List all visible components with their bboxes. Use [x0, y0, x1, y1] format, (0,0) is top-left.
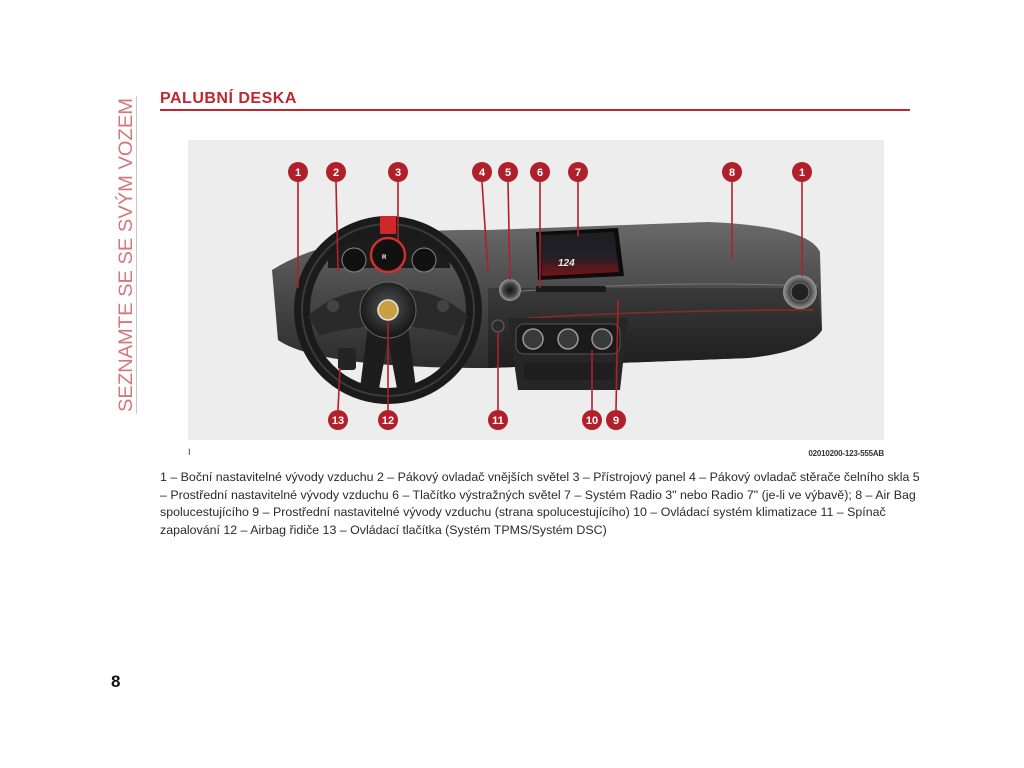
callout-10-label: 10 — [585, 415, 599, 427]
chapter-side-title-text: SEZNAMTE SE SE SVÝM VOZEM — [115, 107, 137, 412]
ignition-switch — [492, 320, 504, 332]
callout-5-label: 5 — [504, 167, 512, 179]
callout-13-label: 13 — [331, 415, 345, 427]
callout-2 — [326, 162, 346, 182]
figure-marker: I — [188, 447, 191, 457]
callout-10 — [582, 410, 602, 430]
center-console — [508, 318, 628, 390]
title-underline — [160, 109, 910, 111]
callout-3-label: 3 — [394, 167, 402, 179]
callout-7 — [568, 162, 588, 182]
side-divider — [136, 96, 137, 414]
callout-6 — [530, 162, 550, 182]
callout-4 — [472, 162, 492, 182]
callout-4-label: 4 — [478, 167, 486, 179]
callout-1-left-label: 1 — [294, 167, 302, 179]
figure-code: 02010200-123-555AB — [808, 449, 884, 458]
figure-caption: 1 – Boční nastavitelné vývody vzduchu 2 – Pákový ovladač vnějších světel 3 – Přístrojový panel 4 – Pákový ovladač stěrače čelního skla 5 – Prostřední nastavitelné vývody vzduchu 6 – Tlačítko výstražných světel 7 – Systém Radio 3" nebo Radio 7" (je-li ve výbavě); 8 – Air Bag spolucestujícího 9 – Prostřední nastavitelné vývody vzduchu (strana spolucestujícího) 10 – Ovládací systém klimatizace 11 – Spínač zapalování 12 – Airbag řidiče 13 – Ovládací tlačítka (Systém TPMS/Systém DSC) — [160, 470, 920, 537]
tpms-dsc-buttons — [338, 348, 356, 370]
callout-1-right — [792, 162, 812, 182]
climate-knob-right — [592, 329, 612, 349]
page-number: 8 — [111, 672, 121, 691]
rev-gauge — [371, 238, 405, 272]
callout-1-left — [288, 162, 308, 182]
callout-8-label: 8 — [728, 167, 736, 179]
callout-8 — [722, 162, 742, 182]
callout-9 — [606, 410, 626, 430]
callout-5 — [498, 162, 518, 182]
climate-knob-left — [523, 329, 543, 349]
abarth-badge — [378, 300, 398, 320]
callout-1-right-label: 1 — [798, 167, 806, 179]
callout-6-label: 6 — [536, 167, 544, 179]
page-title: PALUBNÍ DESKA — [160, 90, 297, 107]
svg-text:R: R — [382, 255, 387, 261]
callout-11-label: 11 — [492, 415, 504, 427]
passenger-vent — [783, 275, 817, 309]
callout-3 — [388, 162, 408, 182]
callout-7-label: 7 — [574, 167, 582, 179]
dashboard-figure — [188, 140, 884, 440]
screen-logo-text: 124 — [558, 258, 575, 269]
callout-9-label: 9 — [612, 415, 620, 427]
center-vent — [499, 279, 521, 301]
callout-12-label: 12 — [381, 415, 395, 427]
callout-12 — [378, 410, 398, 430]
callout-11 — [488, 410, 508, 430]
callout-13 — [328, 410, 348, 430]
climate-knob-center — [558, 329, 578, 349]
callout-2-label: 2 — [332, 167, 340, 179]
